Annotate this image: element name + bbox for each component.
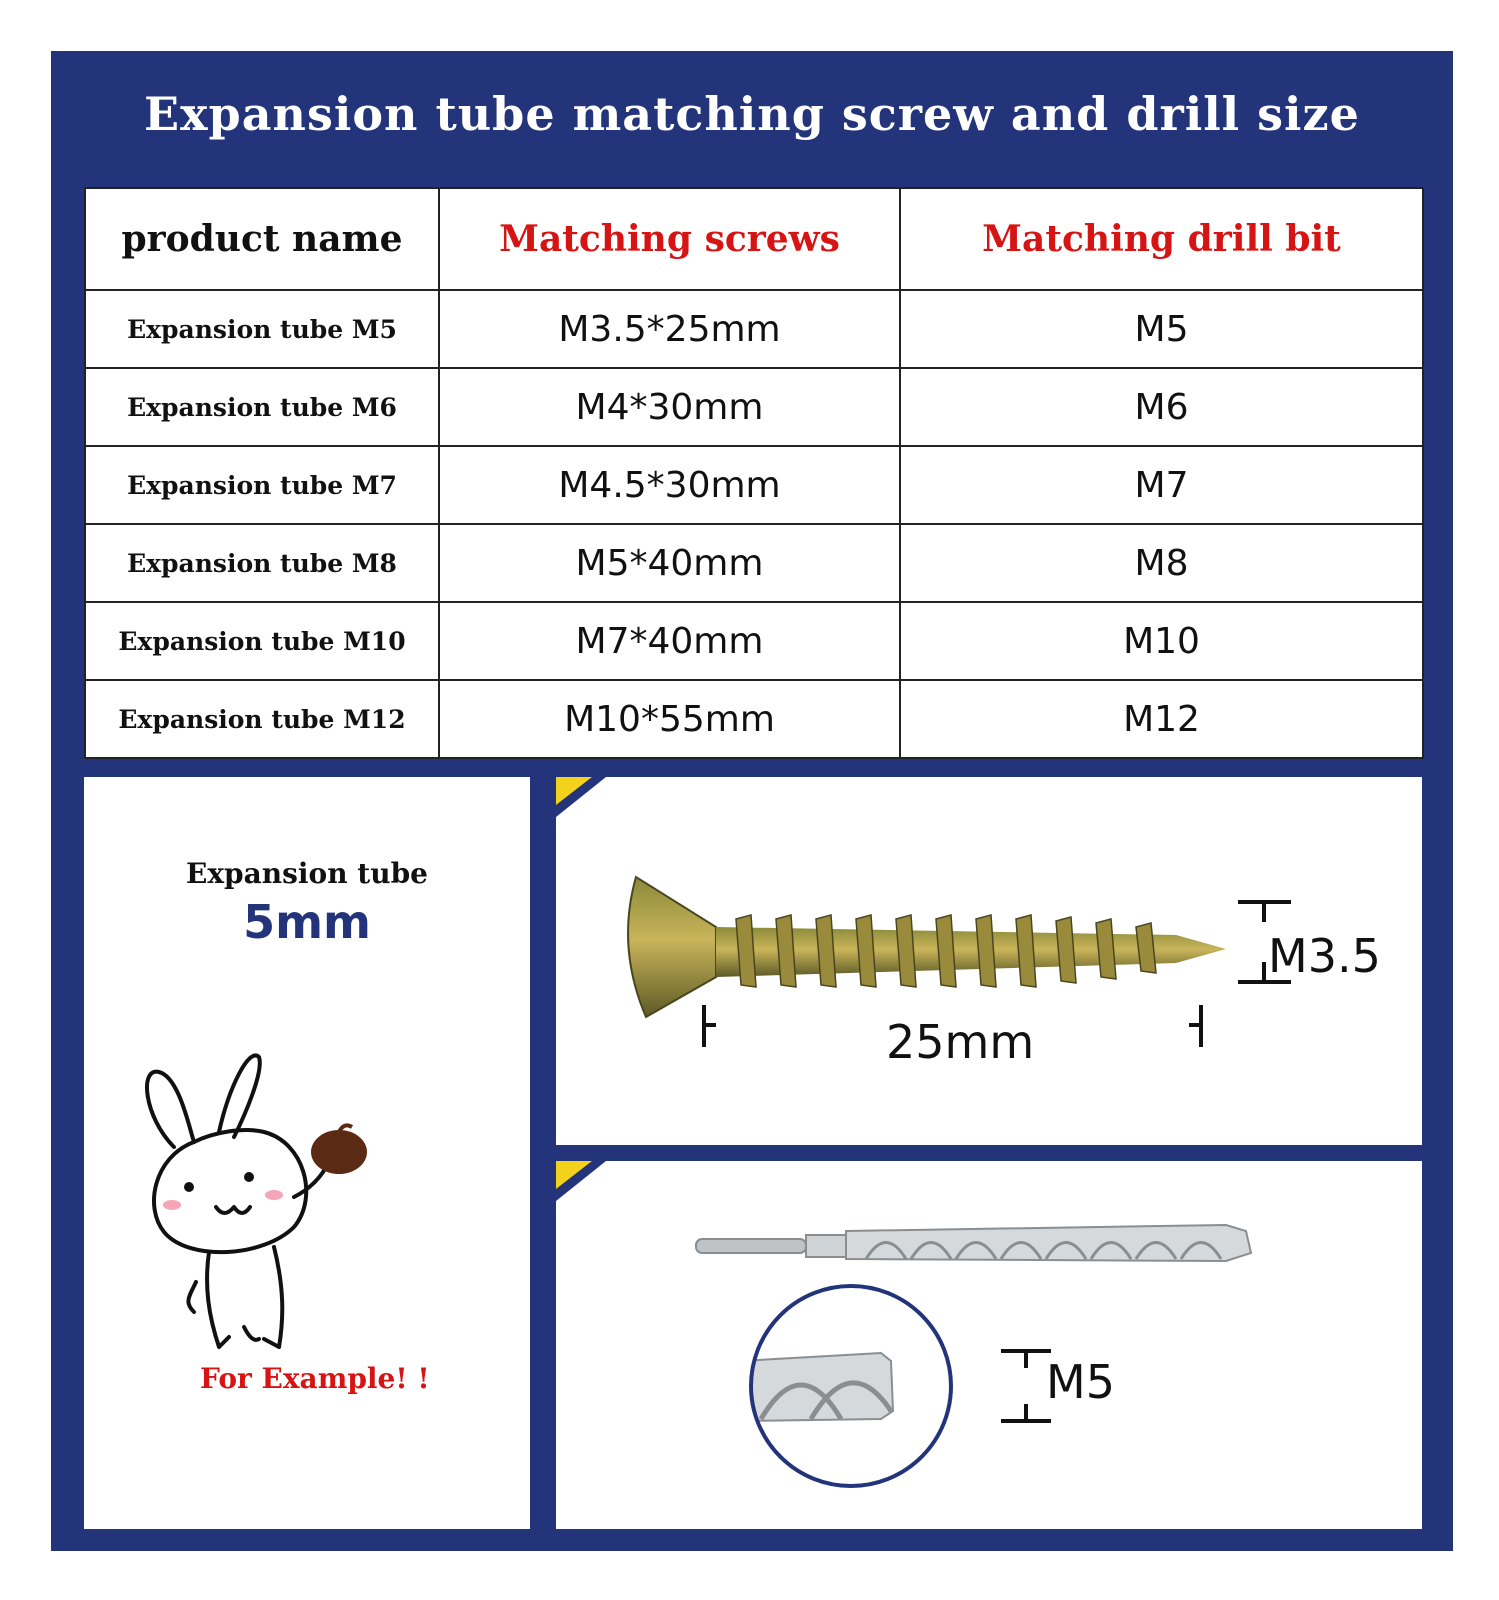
table-row xyxy=(85,368,1423,446)
poster-title: Expansion tube matching screw and drill size xyxy=(144,87,1360,141)
expansion-tube-label: Expansion tube xyxy=(186,857,428,890)
cell-drill: M8 xyxy=(900,524,1423,602)
cell-screw: M5*40mm xyxy=(439,524,900,602)
cell-drill: M7 xyxy=(900,446,1423,524)
expansion-tube-size: 5mm xyxy=(243,895,371,949)
table-row xyxy=(85,680,1423,758)
example-caption: For Example! ! xyxy=(200,1362,430,1395)
screw-diameter-label: M3.5 xyxy=(1268,929,1381,983)
column-header-screws: Matching screws xyxy=(439,188,900,290)
table-row xyxy=(85,524,1423,602)
cell-screw: M4*30mm xyxy=(439,368,900,446)
cell-screw: M3.5*25mm xyxy=(439,290,900,368)
cell-screw: M10*55mm xyxy=(439,680,900,758)
cell-screw: M4.5*30mm xyxy=(439,446,900,524)
corner-marker-icon xyxy=(556,1161,606,1211)
poster-frame xyxy=(51,51,1453,1551)
cell-product-name: Expansion tube M6 xyxy=(85,368,439,446)
cell-drill: M6 xyxy=(900,368,1423,446)
drill-diameter-label: M5 xyxy=(1046,1355,1115,1409)
cell-screw: M7*40mm xyxy=(439,602,900,680)
cell-drill: M5 xyxy=(900,290,1423,368)
table-header-row xyxy=(85,188,1423,290)
table-row xyxy=(85,290,1423,368)
rabbit-mascot-icon xyxy=(134,1047,394,1377)
corner-marker-icon xyxy=(556,777,606,827)
cell-product-name: Expansion tube M8 xyxy=(85,524,439,602)
table-row xyxy=(85,602,1423,680)
cell-product-name: Expansion tube M10 xyxy=(85,602,439,680)
cell-product-name: Expansion tube M7 xyxy=(85,446,439,524)
screw-length-label: 25mm xyxy=(886,1015,1035,1069)
screw-panel xyxy=(556,777,1422,1145)
cell-drill: M10 xyxy=(900,602,1423,680)
drill-tip-zoom-icon xyxy=(741,1281,961,1491)
column-header-drill: Matching drill bit xyxy=(900,188,1423,290)
cell-drill: M12 xyxy=(900,680,1423,758)
cell-product-name: Expansion tube M5 xyxy=(85,290,439,368)
column-header-product: product name xyxy=(85,188,439,290)
cell-product-name: Expansion tube M12 xyxy=(85,680,439,758)
drill-panel xyxy=(556,1161,1422,1529)
size-table xyxy=(84,187,1424,759)
example-panel xyxy=(84,777,530,1529)
drill-bit-icon xyxy=(686,1211,1286,1281)
screw-icon xyxy=(616,867,1406,1107)
table-row xyxy=(85,446,1423,524)
